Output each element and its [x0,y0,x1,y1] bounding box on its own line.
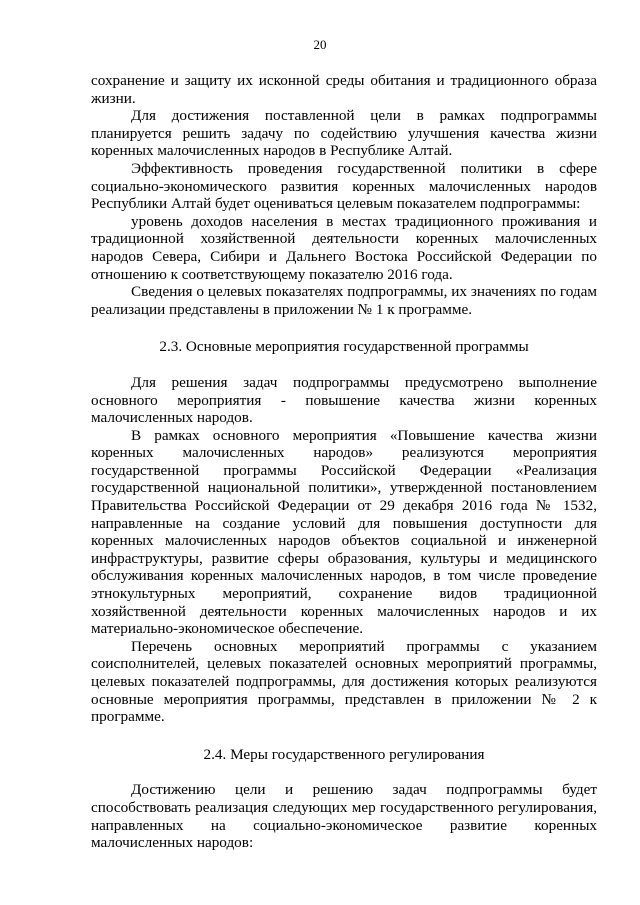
paragraph: Для достижения поставленной цели в рамках подпрограммы планируется решить задачу по содействию улучшения качества жизни коренных малочисленных народов в Республике Алтай. [91,107,597,160]
paragraph: Перечень основных мероприятий программы с указанием соисполнителей, целевых показателей основных мероприятий программы, целевых показателей подпрограммы, для достижения которых реализуются основные мероприятия программы, представлен в приложении № 2 к программе. [91,637,597,726]
document-body [91,72,597,852]
paragraph: Для решения задач подпрограммы предусмотрено выполнение основного мероприятия - повышение качества жизни коренных малочисленных народов. [91,373,597,427]
section-heading-2-3: 2.3. Основные мероприятия государственной программы [159,338,529,356]
section-heading-2-4: 2.4. Меры государственного регулирования [203,745,485,763]
paragraph: Достижению цели и решению задач подпрограммы будет способствовать реализация следующих мер государственного регулирования, направленных на социально-экономическое развитие коренных малочисленных народов: [91,781,597,852]
paragraph: В рамках основного мероприятия «Повышение качества жизни коренных малочисленных народов» реализуются мероприятия государственной программы Российской Федерации «Реализация государственной национальной политики», утвержденной постановлением Правительства Российской Федерации от 29 декабря 2016 года № 1532, направленные на создание условий для повышения доступности для коренных малочисленных народов объектов социальной и инженерной инфраструктуры, развитие сферы образования, культуры и медицинского обслуживания коренных малочисленных народов, в том числе проведение этнокультурных мероприятий, сохранение видов традиционной хозяйственной деятельности коренных малочисленных народов и их материально-экономическое обеспечение. [91,426,597,638]
paragraph: Эффективность проведения государственной политики в сфере социально-экономического развития коренных малочисленных народов Республики Алтай будет оцениваться целевым показателем подпрограммы: [91,159,597,213]
page-number: 20 [313,37,327,52]
paragraph: сохранение и защиту их исконной среды обитания и традиционного образа жизни. [91,72,597,107]
paragraph: уровень доходов населения в местах традиционного проживания и традиционной хозяйственной деятельности коренных малочисленных народов Севера, Сибири и Дальнего Востока Российской Федерации по отношению к соответствующему показателю 2016 года. [91,212,597,283]
paragraph: Сведения о целевых показателях подпрограммы, их значениях по годам реализации представлены в приложении № 1 к программе. [91,283,597,318]
